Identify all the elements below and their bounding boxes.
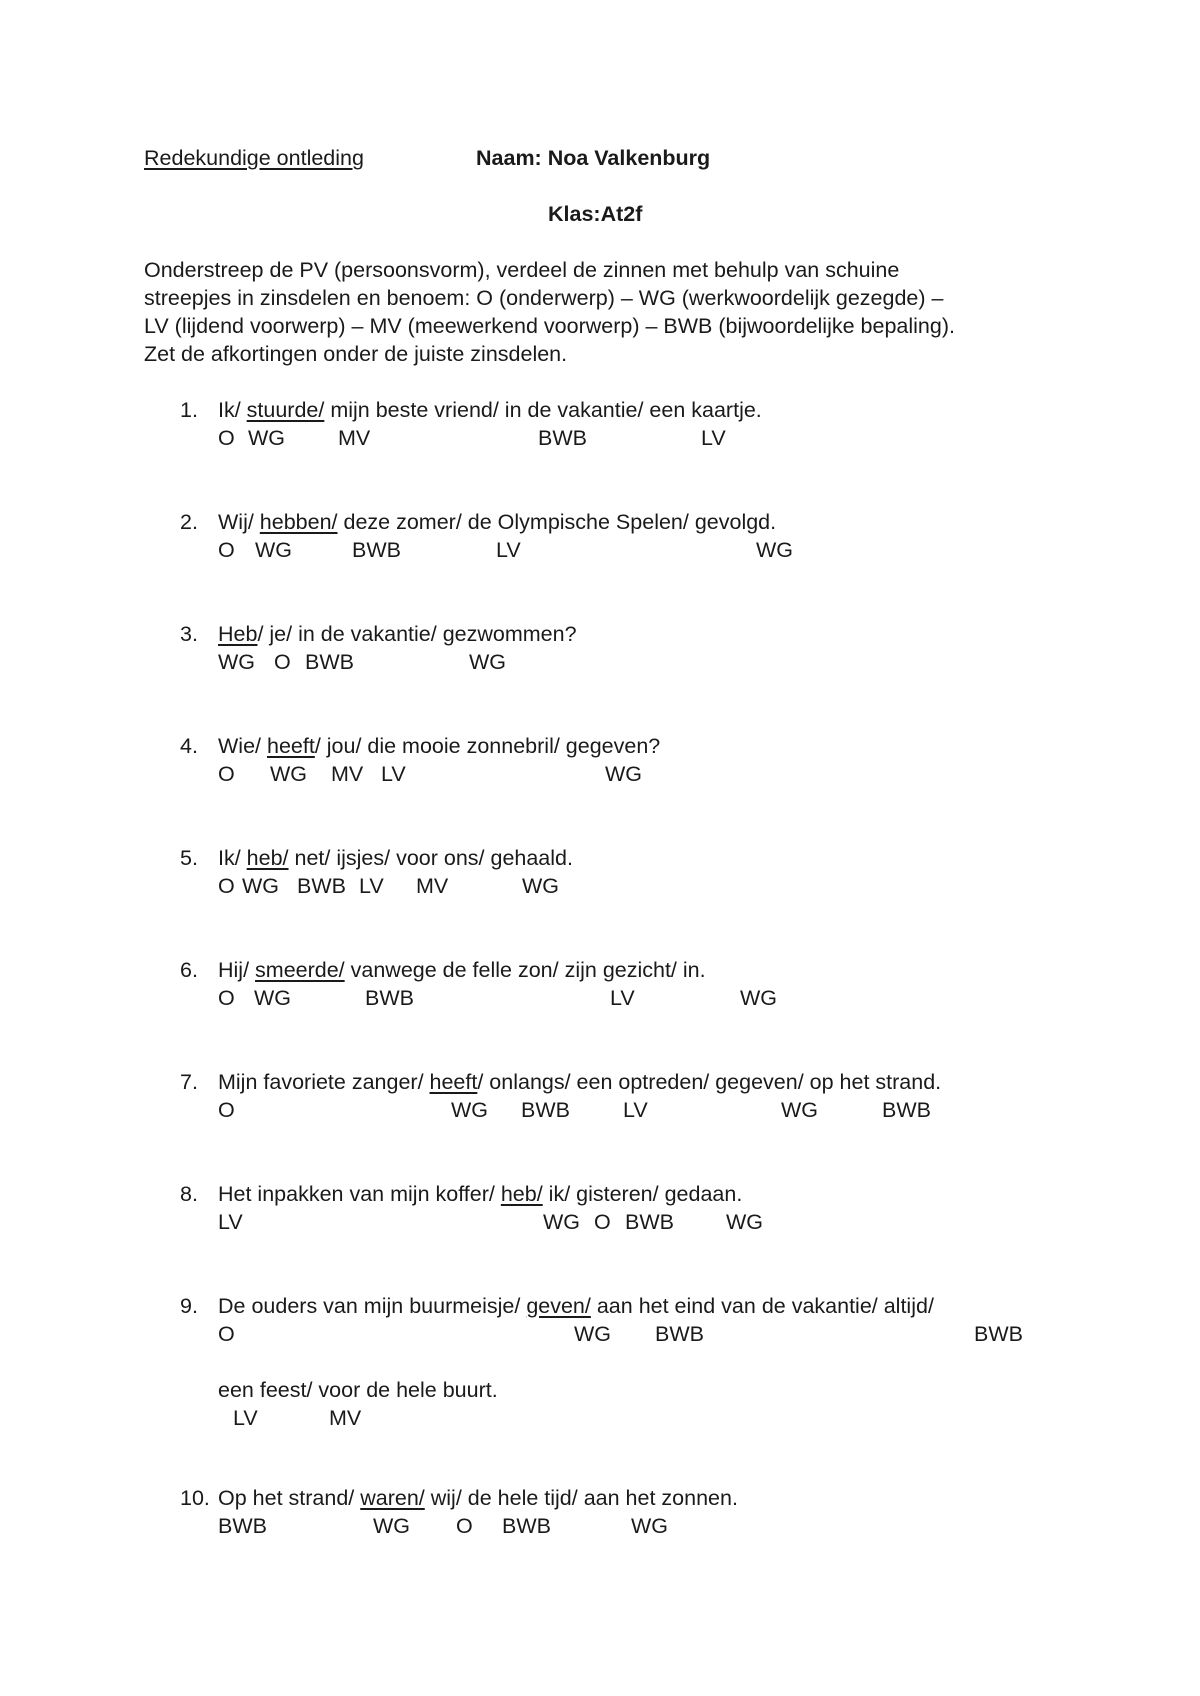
constituent-label: WG bbox=[756, 538, 794, 562]
constituent-label: LV bbox=[610, 986, 635, 1010]
sentence bbox=[218, 1070, 941, 1095]
sentence bbox=[218, 958, 706, 983]
item-number: 3. bbox=[180, 622, 198, 646]
item-number: 9. bbox=[180, 1294, 198, 1318]
constituent-label: BWB bbox=[521, 1098, 570, 1122]
constituent-label: BWB bbox=[352, 538, 401, 562]
sentence bbox=[218, 622, 577, 647]
sentence bbox=[218, 1486, 738, 1511]
pv-underlined: geven/ bbox=[526, 1294, 591, 1318]
constituent-label: WG bbox=[781, 1098, 819, 1122]
instruction-line: Zet de afkortingen onder de juiste zinsdelen. bbox=[144, 342, 568, 366]
constituent-label: WG bbox=[218, 650, 256, 674]
pv-underlined: smeerde/ bbox=[255, 958, 345, 982]
sentence-part: vanwege de felle zon/ zijn gezicht/ in. bbox=[344, 958, 706, 982]
instruction-line: streepjes in zinsdelen en benoem: O (onderwerp) – WG (werkwoordelijk gezegde) – bbox=[144, 286, 944, 310]
constituent-label: WG bbox=[574, 1322, 612, 1346]
pv-underlined: heeft bbox=[266, 734, 315, 758]
pv-underlined: stuurde/ bbox=[246, 398, 325, 422]
sentence bbox=[218, 1294, 934, 1319]
item-number: 7. bbox=[180, 1070, 198, 1094]
constituent-label: O bbox=[218, 874, 235, 898]
sentence-part: / jou/ die mooie zonnebril/ gegeven? bbox=[314, 734, 661, 758]
sentence-part: net/ ijsjes/ voor ons/ gehaald. bbox=[288, 846, 573, 870]
pv-underlined: waren/ bbox=[360, 1486, 425, 1510]
constituent-label: LV bbox=[381, 762, 406, 786]
sentence-part: De ouders van mijn buurmeisje/ bbox=[218, 1294, 527, 1318]
constituent-label: MV bbox=[416, 874, 449, 898]
sentence-part: Het inpakken van mijn koffer/ bbox=[218, 1182, 501, 1206]
item-number: 4. bbox=[180, 734, 198, 758]
sentence bbox=[218, 846, 573, 871]
pv-underlined: heeft bbox=[429, 1070, 478, 1094]
constituent-label: LV bbox=[701, 426, 726, 450]
sentence-part: / je/ in de vakantie/ gezwommen? bbox=[257, 622, 577, 646]
constituent-label: WG bbox=[469, 650, 507, 674]
constituent-label: O bbox=[594, 1210, 611, 1234]
constituent-label: O bbox=[456, 1514, 473, 1538]
sentence-part: Op het strand/ bbox=[218, 1486, 361, 1510]
constituent-label: MV bbox=[338, 426, 371, 450]
sentence bbox=[218, 510, 776, 535]
constituent-label: WG bbox=[248, 426, 286, 450]
sentence-part: Wij/ bbox=[218, 510, 260, 534]
constituent-label: O bbox=[218, 762, 235, 786]
constituent-label: BWB bbox=[625, 1210, 674, 1234]
constituent-label: O bbox=[218, 1322, 235, 1346]
pv-underlined: heb/ bbox=[246, 846, 289, 870]
constituent-label: WG bbox=[255, 538, 293, 562]
sentence-part: aan het eind van de vakantie/ altijd/ bbox=[590, 1294, 934, 1318]
constituent-label: BWB bbox=[538, 426, 587, 450]
sentence-part: mijn beste vriend/ in de vakantie/ een kaartje. bbox=[324, 398, 762, 422]
student-name: Naam: Noa Valkenburg bbox=[476, 146, 711, 170]
constituent-label: MV bbox=[331, 762, 364, 786]
item-number: 1. bbox=[180, 398, 198, 422]
pv-underlined: Heb bbox=[218, 622, 258, 646]
constituent-label: LV bbox=[359, 874, 384, 898]
item-number: 6. bbox=[180, 958, 198, 982]
constituent-label: O bbox=[274, 650, 291, 674]
constituent-label: WG bbox=[543, 1210, 581, 1234]
sentence-part: Wie/ bbox=[218, 734, 267, 758]
constituent-label: WG bbox=[242, 874, 280, 898]
constituent-label: WG bbox=[451, 1098, 489, 1122]
item-number: 2. bbox=[180, 510, 198, 534]
item-number: 10. bbox=[180, 1486, 210, 1510]
constituent-label: WG bbox=[254, 986, 292, 1010]
constituent-label: BWB bbox=[655, 1322, 704, 1346]
constituent-label: WG bbox=[740, 986, 778, 1010]
instruction-line: LV (lijdend voorwerp) – MV (meewerkend voorwerp) – BWB (bijwoordelijke bepaling). bbox=[144, 314, 955, 338]
constituent-label: BWB bbox=[974, 1322, 1023, 1346]
sentence-part: Ik/ bbox=[218, 846, 247, 870]
sentence bbox=[218, 734, 660, 759]
sentence-part: ik/ gisteren/ gedaan. bbox=[542, 1182, 743, 1206]
sentence-continuation: een feest/ voor de hele buurt. bbox=[218, 1378, 498, 1402]
constituent-label: LV bbox=[496, 538, 521, 562]
class-label: Klas:At2f bbox=[548, 202, 643, 226]
constituent-label: LV bbox=[233, 1406, 258, 1430]
pv-underlined: heb/ bbox=[500, 1182, 543, 1206]
constituent-label: O bbox=[218, 426, 235, 450]
sentence-part: Mijn favoriete zanger/ bbox=[218, 1070, 430, 1094]
instruction-line: Onderstreep de PV (persoonsvorm), verdeel de zinnen met behulp van schuine bbox=[144, 258, 900, 282]
constituent-label: MV bbox=[329, 1406, 362, 1430]
constituent-label: WG bbox=[373, 1514, 411, 1538]
constituent-label: O bbox=[218, 538, 235, 562]
constituent-label: WG bbox=[605, 762, 643, 786]
constituent-label: WG bbox=[270, 762, 308, 786]
constituent-label: BWB bbox=[502, 1514, 551, 1538]
constituent-label: O bbox=[218, 986, 235, 1010]
sentence-part: / onlangs/ een optreden/ gegeven/ op het strand. bbox=[477, 1070, 942, 1094]
constituent-label: WG bbox=[522, 874, 560, 898]
constituent-label: BWB bbox=[365, 986, 414, 1010]
constituent-label: LV bbox=[623, 1098, 648, 1122]
constituent-label: WG bbox=[631, 1514, 669, 1538]
sentence-part: Ik/ bbox=[218, 398, 247, 422]
constituent-label: BWB bbox=[882, 1098, 931, 1122]
sentence bbox=[218, 1182, 742, 1207]
constituent-label: BWB bbox=[218, 1514, 267, 1538]
constituent-label: WG bbox=[726, 1210, 764, 1234]
constituent-label: BWB bbox=[297, 874, 346, 898]
sentence-part: wij/ de hele tijd/ aan het zonnen. bbox=[424, 1486, 738, 1510]
item-number: 5. bbox=[180, 846, 198, 870]
sentence bbox=[218, 398, 762, 423]
pv-underlined: hebben/ bbox=[259, 510, 338, 534]
sentence-part: Hij/ bbox=[218, 958, 256, 982]
constituent-label: O bbox=[218, 1098, 235, 1122]
item-number: 8. bbox=[180, 1182, 198, 1206]
constituent-label: BWB bbox=[305, 650, 354, 674]
subject-title: Redekundige ontleding bbox=[144, 146, 364, 170]
constituent-label: LV bbox=[218, 1210, 243, 1234]
sentence-part: deze zomer/ de Olympische Spelen/ gevolgd. bbox=[337, 510, 777, 534]
